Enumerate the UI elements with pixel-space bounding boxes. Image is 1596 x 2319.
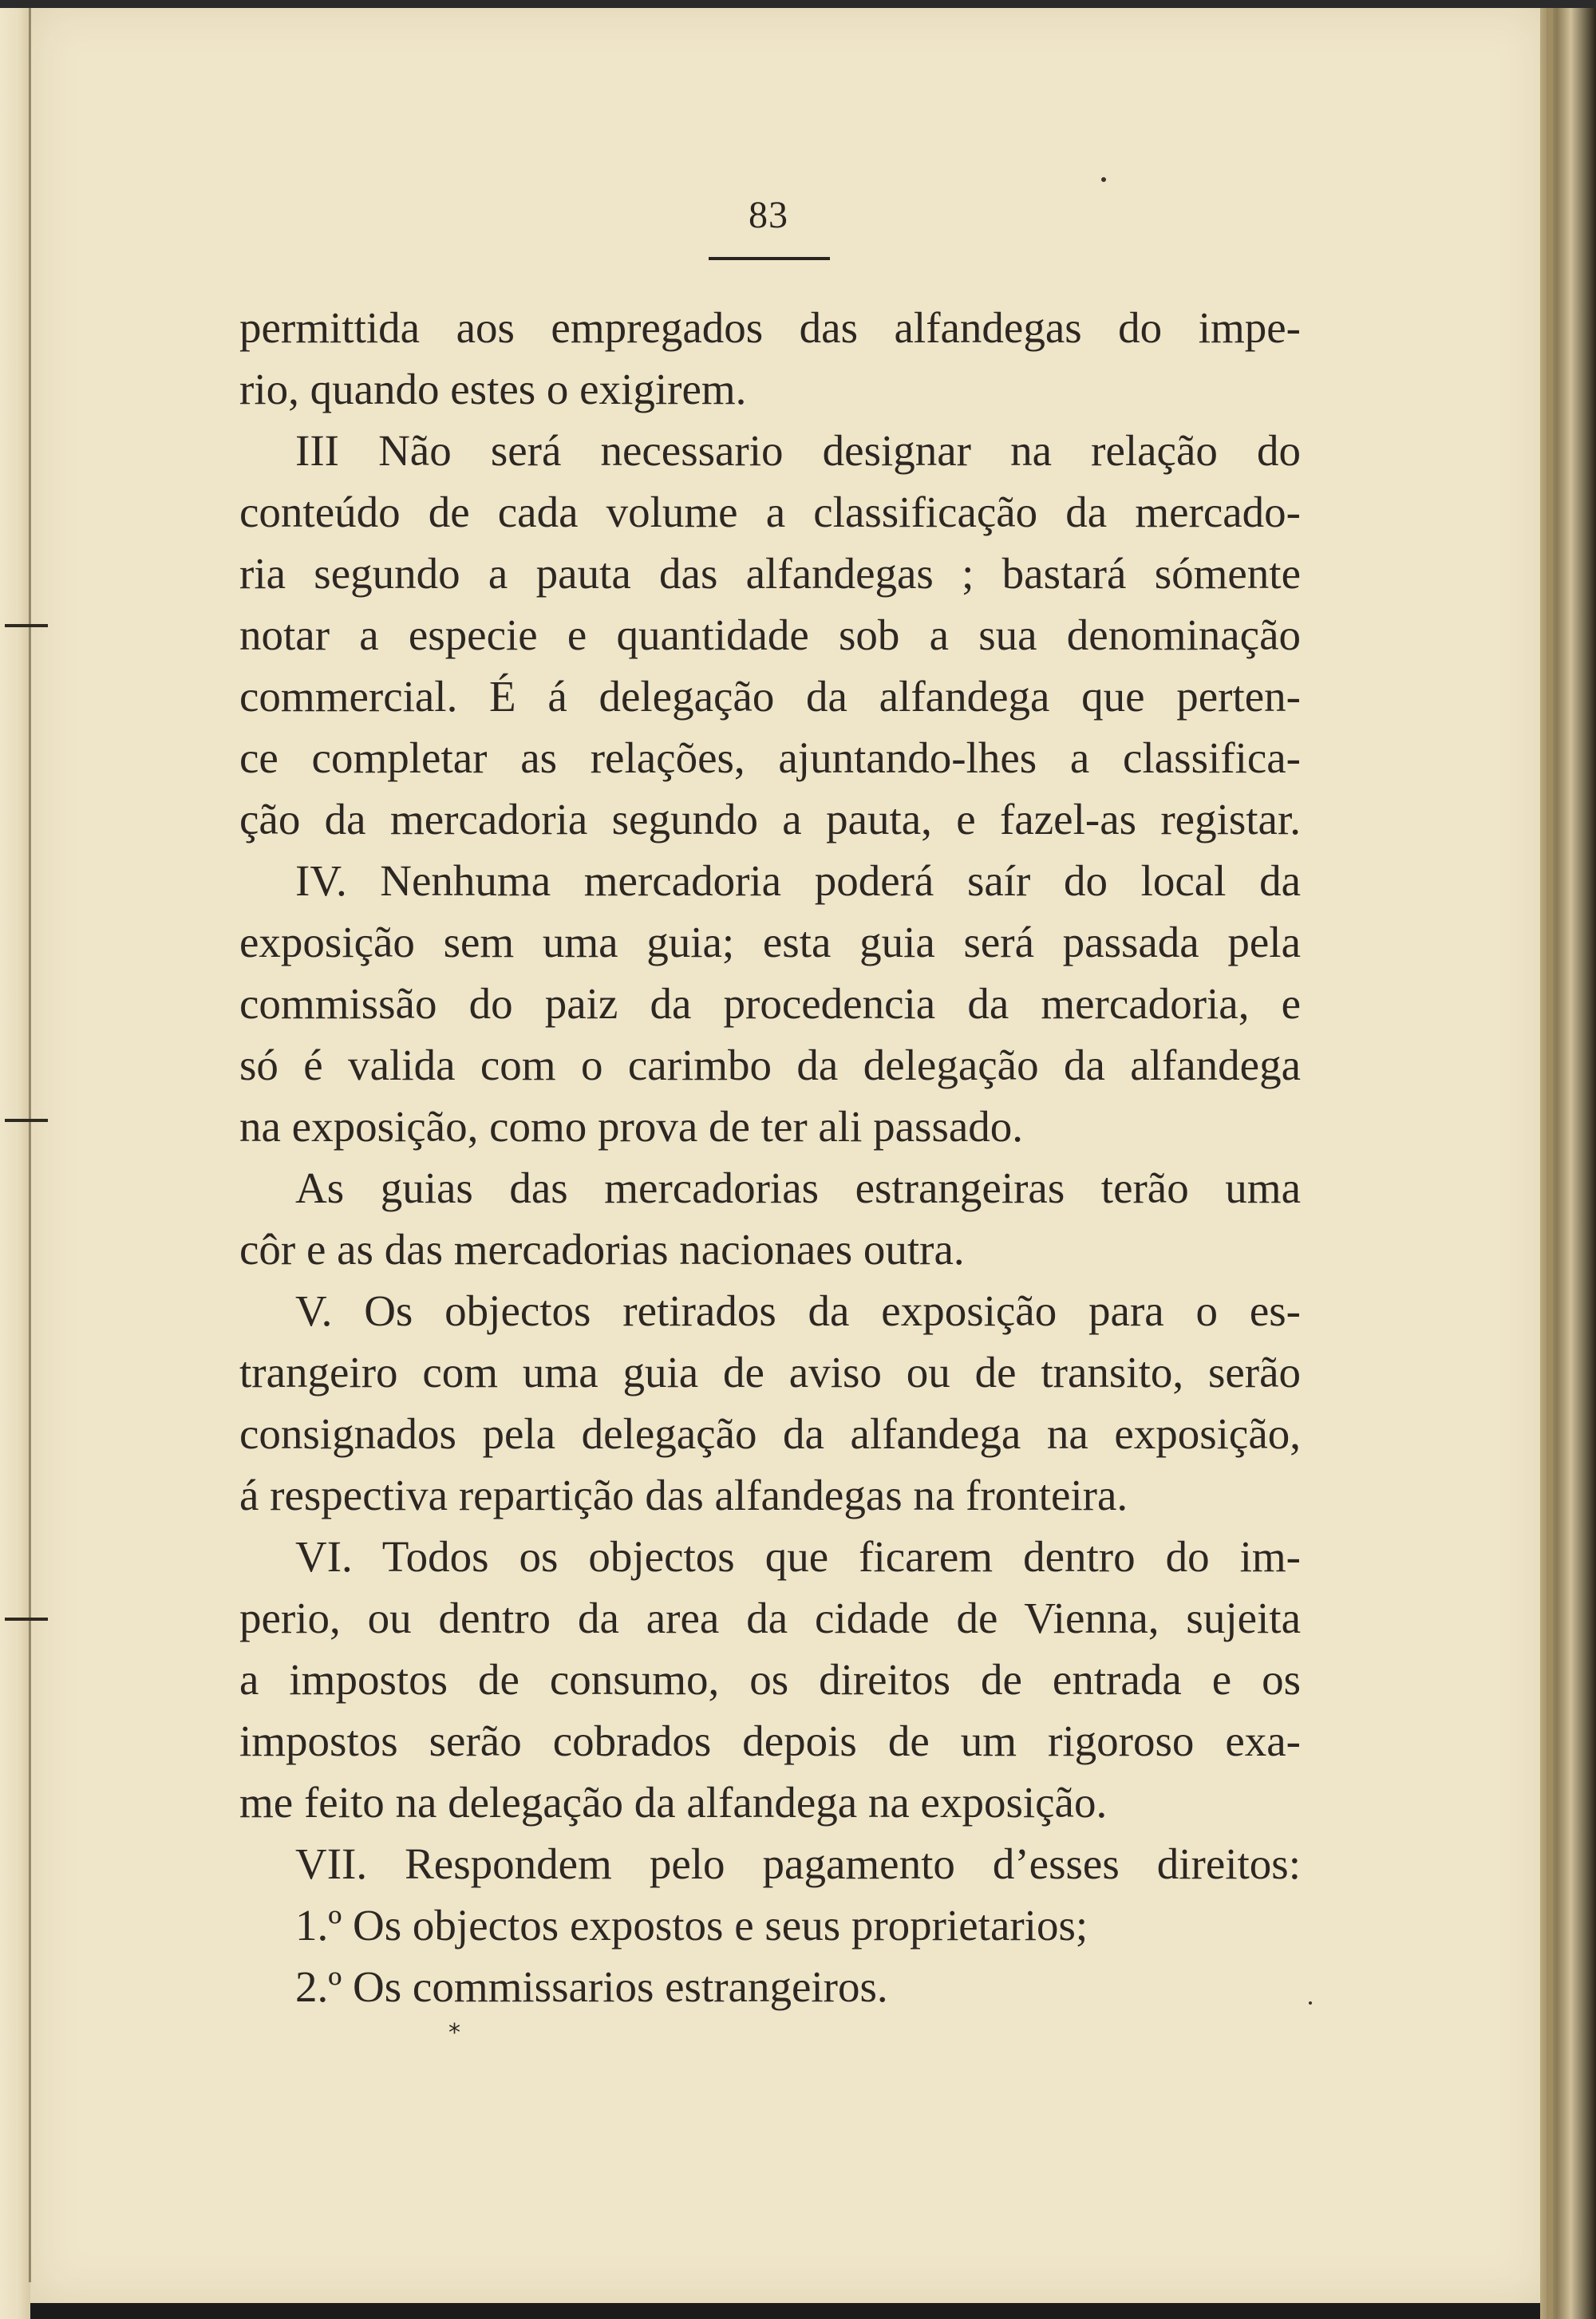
text-line: perio, ou dentro da area da cidade de Vienna, sujeita [239,1594,1301,1642]
text-line: permittida aos empregados das alfandegas do impe- [239,303,1301,352]
page-left-margin [0,0,30,2319]
margin-tick-mark [5,624,48,627]
text-line: IV. Nenhuma mercadoria poderá saír do local da [295,856,1301,905]
text-line: commercial. É á delegação da alfandega que perten- [239,672,1301,721]
spine-line [29,8,31,2282]
text-line: commissão do paiz da procedencia da mercadoria, e [239,979,1301,1028]
end-ornament: * [448,2019,460,2047]
page-number-rule [709,257,830,260]
text-line: trangeiro com uma guia de aviso ou de transito, serão [239,1348,1301,1397]
text-line: V. Os objectos retirados da exposição para o es- [295,1286,1301,1335]
text-line: conteúdo de cada volume a classificação da mercado- [239,488,1301,536]
ink-speck [1309,2001,1312,2005]
text-line: 1.º Os objectos expostos e seus proprietarios; [295,1901,1088,1950]
body-text [239,297,1301,2017]
margin-tick-mark [5,1618,48,1621]
page-fold-line [1547,0,1553,2319]
text-line: notar a especie e quantidade sob a sua denominação [239,610,1301,659]
text-line: III Não será necessario designar na relação do [295,426,1301,475]
text-line: ção da mercadoria segundo a pauta, e fazel-as registar. [239,795,1301,843]
scan-top-border [0,0,1596,8]
text-line: impostos serão cobrados depois de um rigoroso exa- [239,1717,1301,1765]
text-line: exposição sem uma guia; esta guia será passada pela [239,918,1301,966]
text-line: ria segundo a pauta das alfandegas ; bastará sómente [239,549,1301,598]
text-line: a impostos de consumo, os direitos de entrada e os [239,1655,1301,1704]
text-line: me feito na delegação da alfandega na exposição. [239,1778,1108,1827]
text-line: ce completar as relações, ajuntando-lhes a classifica- [239,733,1301,782]
page-number: 83 [749,194,788,236]
margin-tick-mark [5,1119,48,1122]
text-line: consignados pela delegação da alfandega na exposição, [239,1409,1301,1458]
text-line: á respectiva repartição das alfandegas na fronteira. [239,1471,1128,1519]
text-line: As guias das mercadorias estrangeiras terão uma [295,1163,1301,1212]
text-line: na exposição, como prova de ter ali passado. [239,1102,1024,1151]
text-line: VI. Todos os objectos que ficarem dentro do im- [295,1532,1301,1581]
text-line: côr e as das mercadorias nacionaes outra. [239,1225,965,1274]
text-line: rio, quando estes o exigirem. [239,365,747,413]
text-line: só é valida com o carimbo da delegação da alfandega [239,1041,1301,1089]
text-line: 2.º Os commissarios estrangeiros. [295,1962,888,2011]
ink-speck [1101,177,1106,182]
text-line: VII. Respondem pelo pagamento d’esses direitos: [295,1839,1301,1888]
